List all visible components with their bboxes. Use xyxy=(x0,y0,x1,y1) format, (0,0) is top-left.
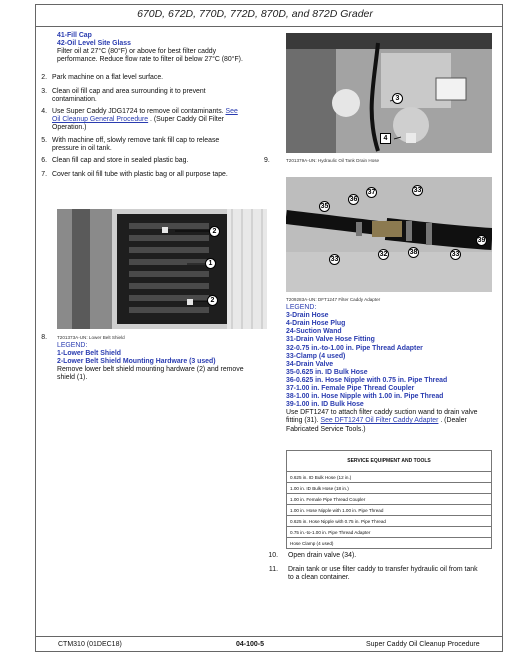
step-6-number: 6. xyxy=(41,157,47,164)
header-divider xyxy=(36,26,502,27)
step-3-text xyxy=(52,88,206,104)
callout-39: 39 xyxy=(477,237,486,244)
step-8-block xyxy=(35,334,275,383)
footer-page-number: 04-100-5 xyxy=(236,641,265,648)
step-8-line2: shield (1). xyxy=(57,374,88,382)
step-4-line2: . (Super Caddy Oil Filter xyxy=(148,116,224,124)
top-legend xyxy=(57,32,267,64)
legend-item-36: 36-0.625 in. Hose Nipple with 0.75 in. Pipe Thread xyxy=(286,376,448,384)
step-11-line2: to a clean container. xyxy=(288,574,350,582)
callout-2-upper: 2 xyxy=(209,226,220,237)
step-10-number: 10. xyxy=(268,552,278,559)
step-3-line2: contamination. xyxy=(52,96,97,104)
step-9-number: 9. xyxy=(264,157,270,164)
service-equipment-table xyxy=(286,450,492,549)
figure-caption-drain-hose: T201379A-UN: Hydraulic Oil Tank Drain Hose xyxy=(286,158,380,163)
see-link-word[interactable]: See xyxy=(225,108,238,115)
table-cell: 0.625 in. ID Bulk Hose (12 in.) xyxy=(287,472,492,483)
callout-1: 1 xyxy=(205,258,216,269)
legend-item-42: 42-Oil Level Site Glass xyxy=(57,40,131,48)
table-row xyxy=(287,494,492,505)
legend-item-3: 3-Drain Hose xyxy=(286,312,329,320)
step-7-text: Cover tank oil fill tube with plastic bag or all purpose tape. xyxy=(52,171,228,178)
legend-item-4: 4-Drain Hose Plug xyxy=(286,320,346,328)
step-11-text xyxy=(288,566,503,582)
adapter-instruction-line1: Use DFT1247 to attach filter caddy suction wand to drain valve xyxy=(286,409,478,417)
step-8-number: 8. xyxy=(41,334,47,341)
page-title: 670D, 672D, 770D, 772D, 870D, and 872D Grader xyxy=(137,8,373,20)
step-7-number: 7. xyxy=(41,171,47,178)
table-row xyxy=(287,505,492,516)
legend-item-35: 35-0.625 in. ID Bulk Hose xyxy=(286,368,368,376)
legend-item-37: 37-1.00 in. Female Pipe Thread Coupler xyxy=(286,385,415,393)
adapter-instruction-line3: Fabricated Service Tools.) xyxy=(286,425,366,433)
step-4-text xyxy=(52,108,238,132)
callout-38: 38 xyxy=(409,249,418,256)
lower-belt-shield-photo xyxy=(57,209,267,329)
table-cell: 1.00 in. ID Bulk Hose (18 in.) xyxy=(287,483,492,494)
footer-divider xyxy=(36,636,502,637)
hydraulic-tank-drain-photo xyxy=(286,33,492,153)
legend-title-left: LEGEND: xyxy=(57,342,88,350)
step-4-number: 4. xyxy=(41,108,47,115)
step-5-line2: pressure in oil tank. xyxy=(52,145,112,153)
lower-belt-shield-illustration xyxy=(57,209,267,329)
step-2-number: 2. xyxy=(41,74,47,81)
step-8-line1: Remove lower belt shield mounting hardware (2) and remove xyxy=(57,366,244,374)
table-row xyxy=(287,527,492,538)
callout-35: 35 xyxy=(320,203,329,210)
legend-item-2: 2-Lower Belt Shield Mounting Hardware (3 used) xyxy=(57,358,216,366)
table-row xyxy=(287,538,492,549)
callout-2-lower: 2 xyxy=(207,295,218,306)
legend-item-34: 34-Drain Valve xyxy=(286,360,334,368)
step-2-text: Park machine on a flat level surface. xyxy=(52,74,164,81)
callout-33-left: 33 xyxy=(330,256,339,263)
callout-36: 36 xyxy=(349,196,358,203)
step-4-line1: Use Super Caddy JDG1724 to remove oil contaminants. xyxy=(52,108,226,115)
step-5-line1: With machine off, slowly remove tank fill cap to release xyxy=(52,137,220,144)
callout-33-right: 33 xyxy=(451,251,460,258)
figure-caption-filter-caddy-adapter: T209283A-UN: DFT1247 Filter Caddy Adapter xyxy=(286,297,381,302)
temperature-note-line1: Filter oil at 27°C (80°F) or above for best filter caddy xyxy=(57,48,217,56)
adapter-instruction-line2-start: fitting (31). xyxy=(286,417,321,425)
table-cell: 0.625 in. Hose Nipple with 0.75 in. Pipe Thread xyxy=(287,516,492,527)
step-3-number: 3. xyxy=(41,88,47,95)
legend-item-24: 24-Suction Wand xyxy=(286,328,342,336)
legend-item-33: 33-Clamp (4 used) xyxy=(286,352,346,360)
table-row xyxy=(287,516,492,527)
table-row xyxy=(287,472,492,483)
table-cell: 0.75 in.-to-1.00 in. Pipe Thread Adapter xyxy=(287,527,492,538)
callout-33-top: 33 xyxy=(413,187,422,194)
step-5-text xyxy=(52,137,219,153)
footer-doc-id: CTM310 (01DEC18) xyxy=(58,641,122,648)
table-row xyxy=(287,483,492,494)
step-5-number: 5. xyxy=(41,137,47,144)
step-4-line3: Operation.) xyxy=(52,124,87,132)
legend-item-38: 38-1.00 in. Hose Nipple with 1.00 in. Pipe Thread xyxy=(286,393,444,401)
step-6-text: Clean fill cap and store in sealed plastic bag. xyxy=(52,157,189,164)
adapter-instruction-line2-end: . (Dealer xyxy=(438,417,467,425)
callout-4: 4 xyxy=(380,133,391,144)
callout-3: 3 xyxy=(392,93,403,104)
figure-caption-lower-belt-shield: T201373A-UN: Lower Belt Shield xyxy=(57,335,125,340)
adapter-instruction-line2 xyxy=(286,417,502,425)
step-11-number: 11. xyxy=(268,566,278,573)
legend-item-32: 32-0.75 in.-to-1.00 in. Pipe Thread Adapter xyxy=(286,344,423,352)
legend-item-31: 31-Drain Valve Hose Fitting xyxy=(286,336,375,344)
callout-32: 32 xyxy=(379,251,388,258)
table-cell: Hose Clamp (4 used) xyxy=(287,538,492,549)
legend-item-41: 41-Fill Cap xyxy=(57,32,92,39)
step-11-line1: Drain tank or use filter caddy to transfer hydraulic oil from tank xyxy=(288,566,478,573)
legend-item-1: 1-Lower Belt Shield xyxy=(57,350,121,358)
legend-title-right: LEGEND: xyxy=(286,304,317,312)
legend-item-39: 39-1.00 in. ID Bulk Hose xyxy=(286,401,364,409)
callout-37: 37 xyxy=(367,189,376,196)
table-cell: 1.00 in. Hose Nipple with 1.00 in. Pipe Thread xyxy=(287,505,492,516)
filter-caddy-adapter-illustration xyxy=(286,177,492,292)
step-10-text: Open drain valve (34). xyxy=(288,552,357,559)
adapter-legend-block xyxy=(286,296,502,434)
oil-cleanup-general-procedure-link[interactable]: Oil Cleanup General Procedure xyxy=(52,116,149,124)
step-3-line1: Clean oil fill cap and area surrounding it to prevent xyxy=(52,88,206,95)
filter-caddy-adapter-photo xyxy=(286,177,492,292)
dft1247-adapter-link[interactable]: See DFT1247 Oil Filter Caddy Adapter xyxy=(320,417,439,425)
table-cell: 1.00 in. Female Pipe Thread Coupler xyxy=(287,494,492,505)
service-table-header: SERVICE EQUIPMENT AND TOOLS xyxy=(287,451,492,472)
footer-section-title: Super Caddy Oil Cleanup Procedure xyxy=(366,641,480,648)
temperature-note-line2: performance. Reduce flow rate to filter oil below 27°C (80°F). xyxy=(57,56,243,64)
